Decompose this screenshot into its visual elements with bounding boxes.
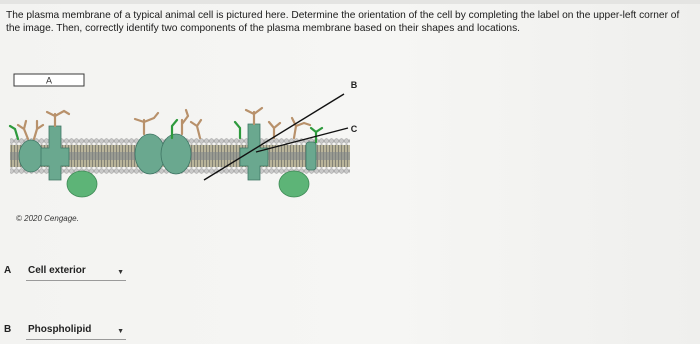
chevron-down-icon: ▼ [117, 328, 124, 335]
answer-value-b: Phospholipid [28, 324, 92, 335]
copyright-credit: © 2020 Cengage. [16, 214, 79, 223]
label-c: C [350, 124, 358, 134]
question-text: The plasma membrane of a typical animal cell is pictured here. Determine the orientation of the cell by completing the label on the upper-left corner of the image. Then, correctly identify two components of the plasma membrane based on their shapes and locations. [6, 10, 680, 34]
svg-text:A: A [45, 75, 53, 86]
carbohydrate-chains [18, 108, 310, 139]
answer-select-b[interactable] [26, 323, 126, 340]
label-b: B [350, 80, 358, 90]
answer-letter-b: B [4, 324, 12, 335]
label-box-a [14, 74, 84, 86]
peripheral-proteins [67, 171, 309, 197]
answer-value-a: Cell exterior [28, 265, 86, 276]
answer-letter-a: A [4, 265, 12, 276]
membrane-illustration [4, 66, 364, 236]
top-border [0, 0, 700, 4]
plasma-membrane-figure [4, 66, 364, 236]
chevron-down-icon: ▼ [117, 269, 124, 276]
answer-select-a[interactable] [26, 264, 126, 281]
